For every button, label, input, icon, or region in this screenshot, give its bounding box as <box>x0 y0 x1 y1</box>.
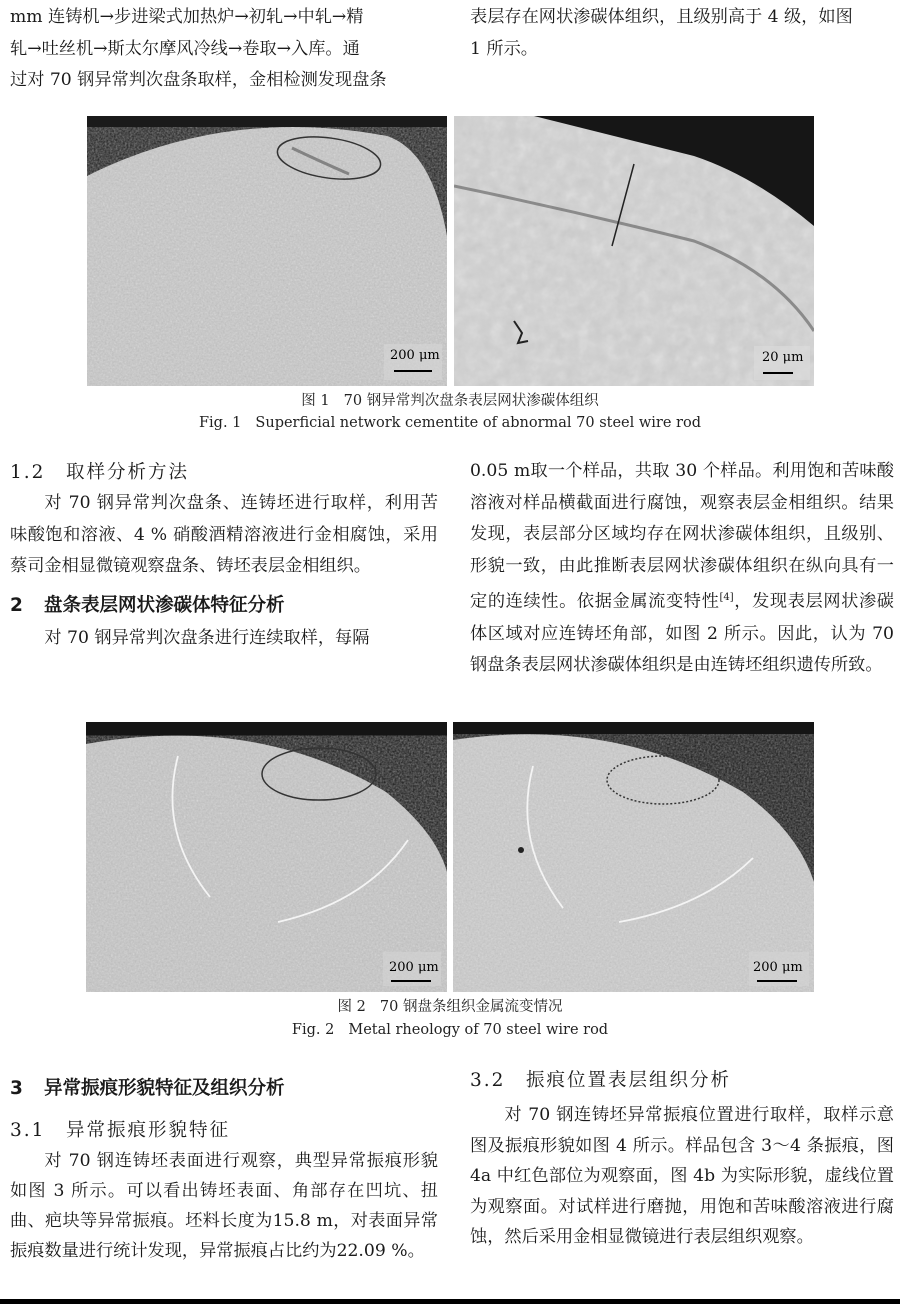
fig2-caption-en: Fig. 2 Metal rheology of 70 steel wire rod <box>291 1022 609 1038</box>
text-line: mm 连铸机→步进梁式加热炉→初轧→中轧→精 <box>10 7 364 27</box>
scale-bar <box>391 980 431 982</box>
fig2-caption-cn: 图 2 70 钢盘条组织金属流变情况 <box>337 999 563 1015</box>
fig1-micrograph-right <box>454 116 814 386</box>
section-3-1-heading: 3.1 异常振痕形貌特征 <box>10 1120 231 1141</box>
left-column-bottom <box>10 1074 438 1266</box>
section-1-2-heading: 1.2 取样分析方法 <box>10 462 190 483</box>
scale-bar-label: 200 μm <box>753 960 803 975</box>
section-3-2-heading: 3.2 振痕位置表层组织分析 <box>470 1070 732 1091</box>
fig2-micrograph-right <box>453 722 814 992</box>
scale-bar-label: 200 μm <box>390 348 440 363</box>
left-column-mid <box>10 458 438 654</box>
scale-bar <box>394 370 432 372</box>
fig1-micrograph-left <box>87 116 447 386</box>
fig2-micrograph-left <box>86 722 447 992</box>
section-3-2-paragraph: 对 70 钢连铸坯异常振痕位置进行取样，取样示意图及振痕形貌如图 4 所示。样品包含 3～4 条振痕，图 4a 中红色部位为观察面，图 4b 为实际形貌，虚线位置为观察面。对试样进行磨抛，用饱和苦味酸溶液进行腐蚀，然后采用金相显微镜进行表层组织观察。 <box>470 1105 894 1247</box>
section-2-paragraph-cont: 0.05 m取一个样品，共取 30 个样品。利用饱和苦味酸溶液对样品横截面进行腐蚀，观察表层金相组织。结果发现，表层部分区域均存在网状渗碳体组织，且级别、形貌一致，由此推断表层网状渗碳体组织在纵向具有一定的连续性。依据金属流变特性[4]，发现表层网状渗碳体区域对应连铸坯角部，如图 2 所示。因此，认为 70 钢盘条表层网状渗碳体组织是由连铸坯组织遗传所致。 <box>470 461 894 676</box>
scale-bar-label: 20 μm <box>762 350 804 365</box>
section-3-1-paragraph: 对 70 钢连铸坯表面进行观察，典型异常振痕形貌如图 3 所示。可以看出铸坯表面、角部存在凹坑、扭曲、疤块等异常振痕。坯料长度为15.8 m，对表面异常振痕数量进行统计发现，异常振痕占比约为22.09 %。 <box>10 1151 438 1261</box>
section-3-heading: 3 异常振痕形貌特征及组织分析 <box>10 1078 285 1099</box>
top-right-text <box>470 2 894 65</box>
fig1-caption-en: Fig. 1 Superficial network cementite of abnormal 70 steel wire rod <box>198 415 701 431</box>
right-column-bottom <box>470 1066 894 1253</box>
scale-bar-label: 200 μm <box>389 960 439 975</box>
citation-ref: [4] <box>719 592 734 604</box>
text-line: 过对 70 钢异常判次盘条取样，金相检测发现盘条 <box>10 70 387 91</box>
scale-bar <box>763 372 793 374</box>
fig1-caption-cn: 图 1 70 钢异常判次盘条表层网状渗碳体组织 <box>301 393 599 409</box>
top-left-text <box>10 2 438 97</box>
right-column-mid <box>470 456 894 682</box>
section-1-2-paragraph: 对 70 钢异常判次盘条、连铸坯进行取样，利用苦味酸饱和溶液、4 % 硝酸酒精溶液进行金相腐蚀，采用蔡司金相显微镜观察盘条、铸坯表层金相组织。 <box>10 493 438 577</box>
section-2-paragraph-start: 对 70 钢异常判次盘条进行连续取样，每隔 <box>44 627 370 648</box>
text-line: 轧→吐丝机→斯太尔摩风冷线→卷取→入库。通 <box>10 38 360 59</box>
scale-bar <box>757 980 797 982</box>
text-line: 表层存在网状渗碳体组织，且级别高于 4 级，如图 <box>470 7 853 27</box>
section-2-heading: 2 盘条表层网状渗碳体特征分析 <box>10 594 285 616</box>
text-line: 1 所示。 <box>470 38 538 59</box>
page-bottom-rule <box>0 1299 900 1304</box>
